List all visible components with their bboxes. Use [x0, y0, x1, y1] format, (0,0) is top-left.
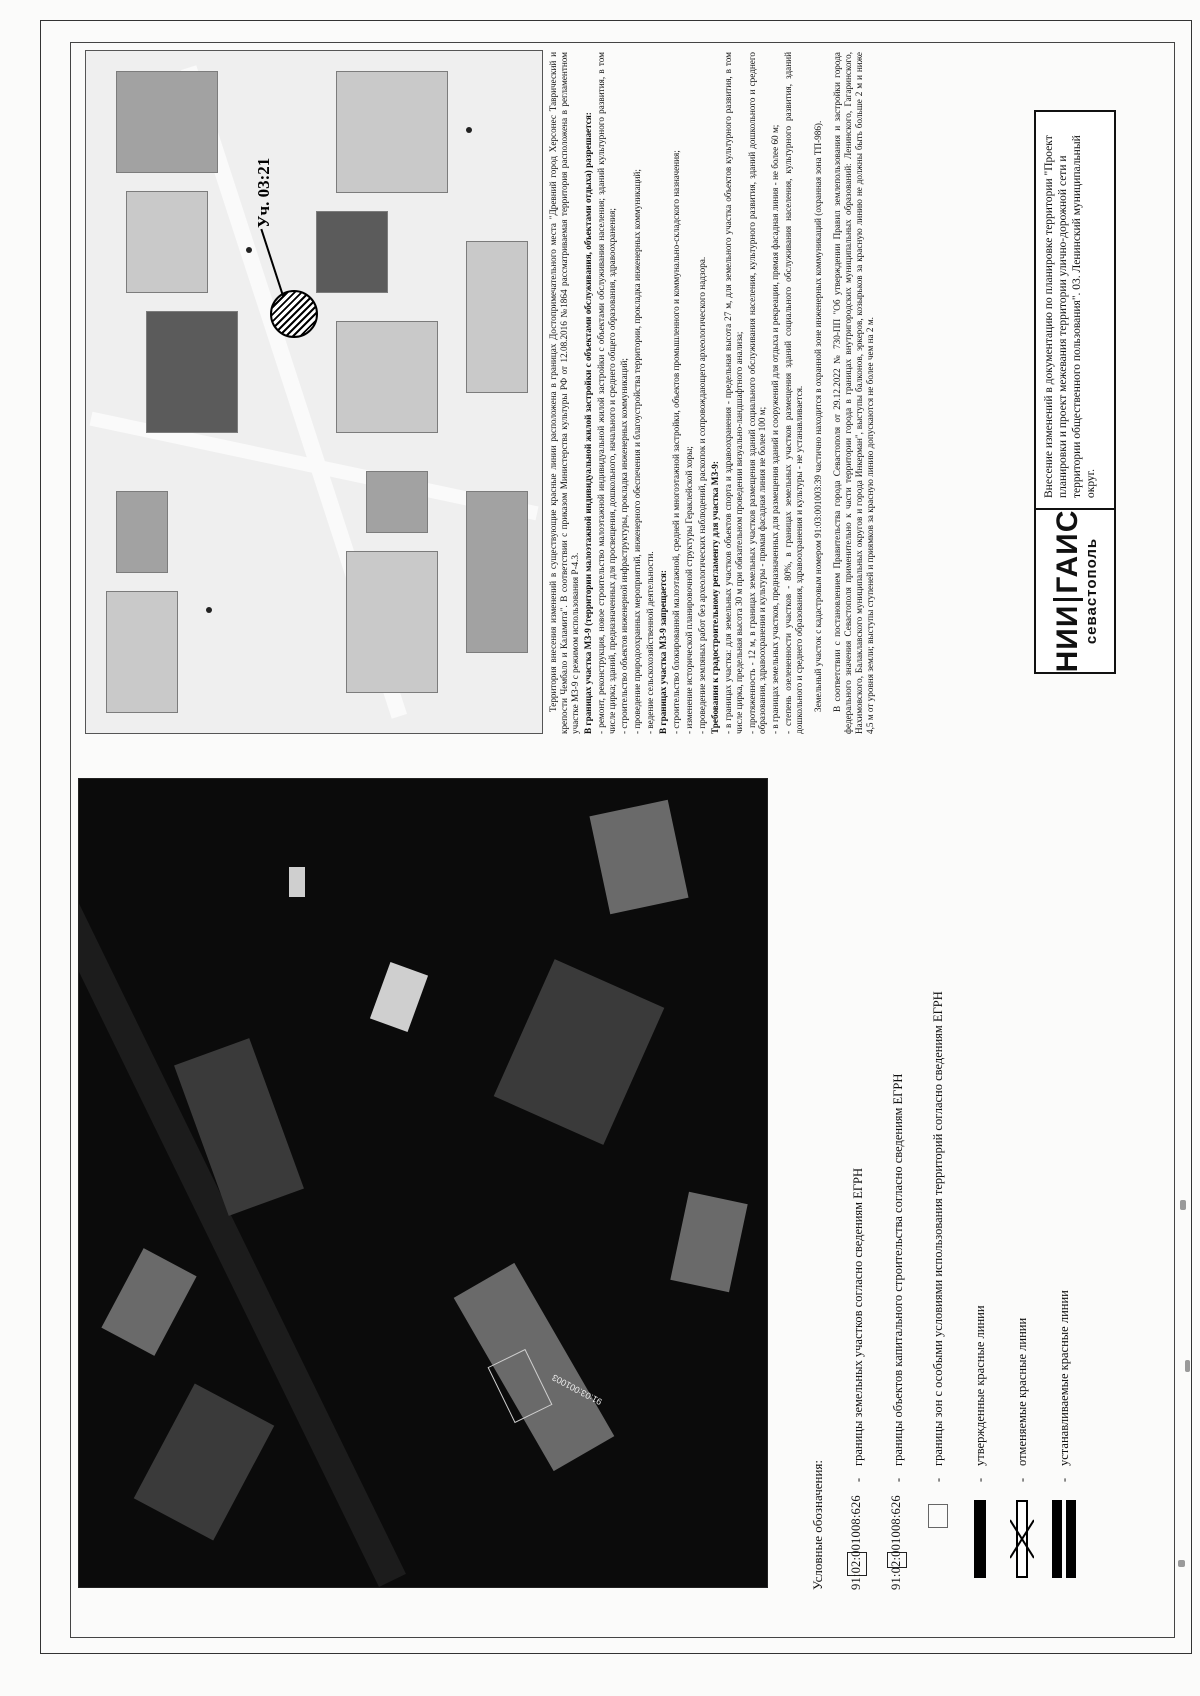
text-list-item: - проведение земляных работ без археологических наблюдений, раскопок и сопровождающего археологического надзора.	[696, 256, 707, 734]
text-list-item: - изменение исторической планировочной структуры Гераклейской хоры;	[683, 446, 694, 734]
legend-description: границы объектов капитального строительства согласно сведениям ЕГРН	[890, 1073, 905, 1466]
site-callout-label: Уч. 03:21	[254, 157, 273, 228]
legend-symbol-zone	[926, 1494, 950, 1590]
map-poi-dot	[206, 607, 212, 613]
legend-description: утвержденные красные линии	[972, 1305, 987, 1466]
legend-dash: -	[850, 1477, 865, 1483]
building-roof	[101, 1248, 196, 1356]
map-building-dark	[146, 311, 238, 433]
map-block	[116, 71, 218, 173]
cross-icon	[1010, 1500, 1034, 1578]
legend-row	[1048, 1290, 1080, 1590]
legend-description: устанавливаемые красные линии	[1056, 1290, 1071, 1466]
map-block	[116, 491, 168, 573]
site-marker-hatched	[270, 290, 318, 338]
building-roof	[289, 867, 305, 897]
map-block	[466, 491, 528, 653]
legend-symbol-building	[886, 1494, 910, 1590]
legend-dash: -	[1056, 1477, 1071, 1483]
building-roof	[494, 959, 665, 1145]
text-list-item: - в границах участка: для земельных участков объектов спорта и здравоохранения - предельная высота 27 м, для земельного участка объектов культурного развития, в том числе цирка, предельная высота 30 м при обязательном проведении визуально-ландшафтного анализа;	[722, 52, 744, 734]
legend-code: 91:02:001008:626	[849, 1495, 863, 1590]
legend-row	[1006, 1318, 1038, 1590]
legend-row	[922, 991, 954, 1590]
legend-row	[842, 1168, 874, 1590]
logo-text-left: НИИ	[1050, 604, 1084, 673]
building-roof	[589, 800, 688, 914]
map-block	[126, 191, 208, 293]
text-heading: Требования к градостроительному регламенту для участка МЗ-9:	[709, 461, 720, 734]
building-roof	[670, 1192, 747, 1293]
aerial-photo	[78, 778, 768, 1588]
map-block	[346, 551, 438, 693]
map-poi-dot	[246, 247, 252, 253]
map-block	[366, 471, 428, 533]
logo-separator	[1053, 598, 1083, 601]
parcel-label: 91:03:001003	[550, 1372, 604, 1407]
text-list-item: - степень озелененности участков - 80%, в границах земельных участков размещения зданий социального обслуживания населения, культурного развития, зданий дошкольного и среднего образования, здравоохранения и культуры - не устанавливается.	[783, 52, 805, 734]
map-block	[336, 71, 448, 193]
logo-text-right: ГАИС	[1050, 509, 1084, 594]
text-heading: В границах участка МЗ-9 запрещается:	[658, 570, 669, 734]
building-roof	[370, 962, 428, 1032]
legend-symbol-approved-lines	[968, 1494, 992, 1590]
legend-title: Условные обозначения:	[810, 1459, 825, 1590]
title-block	[1034, 110, 1116, 674]
map-block	[336, 321, 438, 433]
title-block-text: Внесение изменений в документацию по планировке территории "Проект планировки и проект межевания территории улично-дорожной сети и территории общественного пользования". 03. Ленинский муниципальный округ.	[1043, 135, 1097, 498]
legend-dash: -	[972, 1477, 987, 1483]
legend-symbol-cancelled-lines	[1010, 1494, 1034, 1590]
legend-symbol-parcel	[846, 1494, 870, 1590]
legend-bar	[1052, 1500, 1062, 1578]
text-list-item: - проведение природоохранных мероприятий, инженерного обеспечения и благоустройства территории, прокладка инженерных коммуникаций;	[632, 169, 643, 734]
legend-box	[928, 1504, 948, 1528]
legend-dash: -	[890, 1477, 905, 1483]
legend-dash: -	[1014, 1477, 1029, 1483]
legend-code: 91:02:001008:626	[889, 1495, 903, 1590]
logo-city: севастополь	[1082, 537, 1100, 645]
legend	[800, 991, 1190, 1596]
map-block	[466, 241, 528, 393]
legend-description: отменяемые красные линии	[1014, 1317, 1029, 1466]
map-building-dark	[316, 211, 388, 293]
text-list-item: - протяженность - 12 м, в границах земельных участков размещения зданий социального обслуживания населения, культурного развития, зданий дошкольного и среднего образования, здравоохранения и культуры - прямая фасадная линия не более 100 м;	[746, 52, 768, 734]
text-list-item: - строительство блокированной малоэтажной, средней и многоэтажной застройки, объектов промышленного и коммунально-складского назначения;	[671, 150, 682, 734]
legend-row	[964, 1305, 996, 1590]
text-list-item: - ведение сельскохозяйственной деятельности.	[645, 551, 656, 734]
text-heading: В границах участка МЗ-9 (территории малоэтажной индивидуальной жилой застройки с объектами обслуживания, объектами отдыха) разрешается:	[582, 112, 593, 734]
legend-symbol-established-lines	[1052, 1494, 1076, 1590]
legend-description: границы земельных участков согласно сведениям ЕГРН	[850, 1167, 865, 1466]
legend-row	[882, 1074, 914, 1590]
legend-dash: -	[930, 1477, 945, 1483]
text-list-item: - ремонт, реконструкция, новое строительство малоэтажной индивидуальной жилой застройки с объектами обслуживания населения; зданий культурного развития, в том числе цирка; зданий, предназначенных для просвещения, дошкольного, начального и среднего общего образования, здравоохранения;	[595, 52, 617, 734]
text-paragraph: Земельный участок с кадастровым номером 91:03:001003:39 частично находится в охранной зоне инженерных коммуникаций (охранная зона ТП-986).	[813, 120, 824, 712]
text-paragraph: Территория внесения изменений в существующие красные линии расположена в границах Достопримечательного места "Древний город Херсонес Таврический и крепости Чембало и Каламита". В соответствии с приказом Министерства культуры РФ от 12.08.2016 №1864 рассматриваемая территория расположена в регламентном участке МЗ-9 с режимом использования Р-4.3.	[548, 52, 580, 734]
text-paragraph: В соответствии с постановлением Правительства города Севастополя от 29.12.2022 № 730-ПП "Об утверждении Правил землепользования и застройки города федерального значения Севастополя применительно к части территории города в границах внутригородских муниципальных образований: Ленинского, Гагаринского, Нахимовского, Балаклавского муниципальных округов и города Инкерман", выступы балконов, эркеров, козырьков за красную линию не должны быть больше 2 м и ниже 4,5 м от уровня земли; выступы ступеней и приямков за красную линию допускаются не более чем на 2 м.	[831, 52, 875, 734]
building-roof	[134, 1383, 274, 1540]
legend-bar	[1066, 1500, 1076, 1578]
legend-bar	[974, 1500, 986, 1578]
text-list-item: - строительство объектов инженерной инфраструктуры, прокладка инженерных коммуникаций;	[619, 358, 630, 734]
situation-map	[85, 50, 543, 734]
map-block	[106, 591, 178, 713]
logo-mark	[1051, 510, 1085, 673]
explanatory-text	[548, 52, 933, 734]
text-list-item: - в границах земельных участков, предназначенных для размещения зданий и сооружений для отдыха и рекреации, прямая фасадная линия - не более 60 м;	[770, 124, 781, 734]
organization-logo	[1036, 508, 1114, 672]
legend-description: границы зон с особыми условиями использования территорий согласно сведениям ЕГРН	[930, 991, 945, 1466]
map-poi-dot	[466, 127, 472, 133]
